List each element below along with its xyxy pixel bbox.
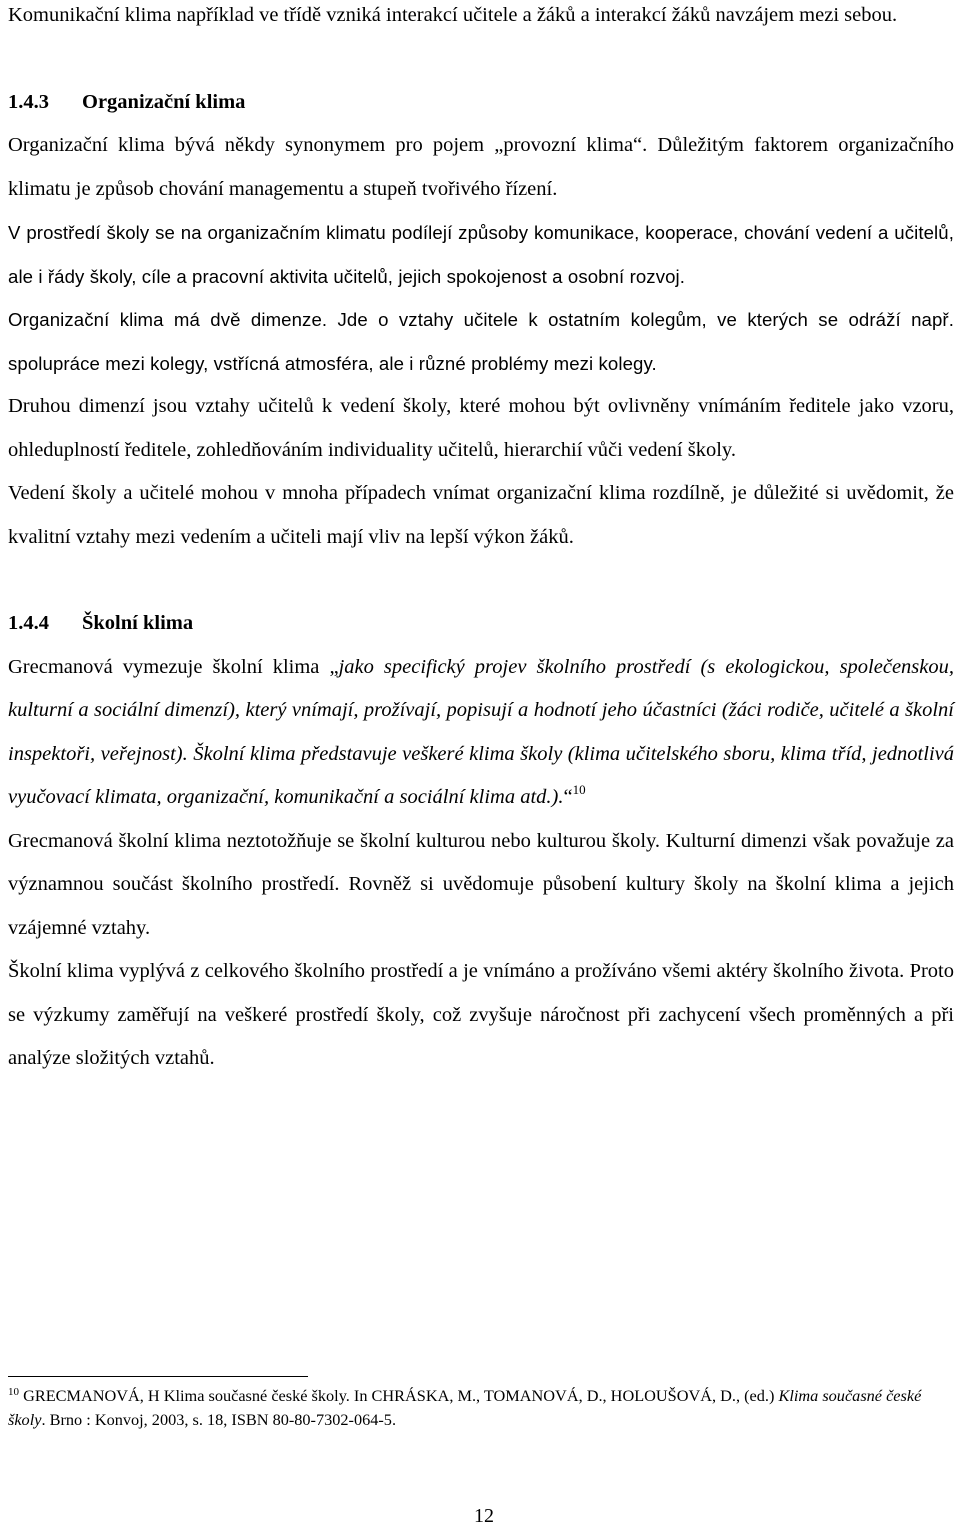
quote-lead: Grecmanová vymezuje školní klima „	[8, 655, 339, 678]
document-page	[8, 0, 954, 1081]
spacer	[8, 559, 954, 602]
section-title: Organizační klima	[82, 90, 246, 113]
footnote-text: GRECMANOVÁ, H Klima současné české školy. In CHRÁSKA, M., TOMANOVÁ, D., HOLOUŠOVÁ, D., (ed.)	[19, 1386, 779, 1405]
section-heading-organizacni-klima	[8, 81, 954, 125]
footnote	[8, 1384, 954, 1432]
section-title: Školní klima	[82, 612, 194, 634]
footnote-marker: 10	[8, 1386, 19, 1398]
paragraph: Vedení školy a učitelé mohou v mnoha případech vnímat organizační klima rozdílně, je důležité si uvědomit, že kvalitní vztahy mezi vedením a učiteli mají vliv na lepší výkon žáků.	[8, 482, 954, 548]
paragraph: Grecmanová školní klima neztotožňuje se školní kulturou nebo kulturou školy. Kulturní dimenzi však považuje za významnou součást školního prostředí. Rovněž si uvědomuje působení kultury školy na školní klima a jejich vzájemné vztahy.	[8, 829, 954, 939]
section-number: 1.4.3	[8, 90, 49, 113]
page-number: 12	[474, 1505, 494, 1527]
footnote-text: . Brno : Konvoj, 2003, s. 18, ISBN 80-80-7302-064-5.	[41, 1410, 397, 1429]
intro-paragraph: Komunikační klima například ve třídě vzniká interakcí učitele a žáků a interakcí žáků navzájem mezi sebou.	[8, 4, 898, 26]
section-heading-skolni-klima	[8, 602, 954, 646]
paragraph: Organizační klima má dvě dimenze. Jde o vztahy učitele k ostatním kolegům, ve kterých se odráží např. spolupráce mezi kolegy, vstřícná atmosféra, ale i různé problémy mezi kolegy.	[8, 309, 954, 374]
footnote-reference[interactable]: 10	[572, 782, 586, 797]
paragraph: Školní klima vyplývá z celkového školního prostředí a je vnímáno a prožíváno všemi aktéry školního života. Proto se výzkumy zaměřují na veškeré prostředí školy, což zvyšuje náročnost při zachycení všech proměnných a při analýze složitých vztahů.	[8, 960, 954, 1069]
quote-paragraph	[8, 646, 954, 820]
spacer	[8, 38, 954, 81]
footnote-book-title: Klima současné české školy	[8, 1386, 922, 1429]
paragraph: V prostředí školy se na organizačním klimatu podílejí způsoby komunikace, kooperace, chování vedení a učitelů, ale i řády školy, cíle a pracovní aktivita učitelů, jejich spokojenost a osobní rozvoj.	[8, 222, 954, 287]
quote-close: “	[563, 786, 573, 808]
footnote-divider	[8, 1376, 308, 1377]
paragraph: Druhou dimenzí jsou vztahy učitelů k vedení školy, které mohou být ovlivněny vnímáním ředitele jako vzoru, ohleduplností ředitele, zohledňováním individuality učitelů, hierarchií vůči vedení školy.	[8, 395, 954, 461]
sans-text-block	[8, 211, 954, 385]
quote-text: jako specifický projev školního prostředí (s ekologickou, společenskou, kulturní a sociální dimenzí), který vnímají, prožívají, popisují a hodnotí jeho účastníci (žáci rodiče, učitelé a školní inspektoři, veřejnost). Školní klima představuje veškeré klima školy (klima učitelského sboru, klima tříd, jednotlivá vyučovací klimata, organizační, komunikační a sociální klima atd.).	[8, 655, 954, 808]
section-number: 1.4.4	[8, 612, 49, 634]
paragraph: Organizační klima bývá někdy synonymem pro pojem „provozní klima“. Důležitým faktorem organizačního klimatu je způsob chování managementu a stupeň tvořivého řízení.	[8, 134, 954, 200]
